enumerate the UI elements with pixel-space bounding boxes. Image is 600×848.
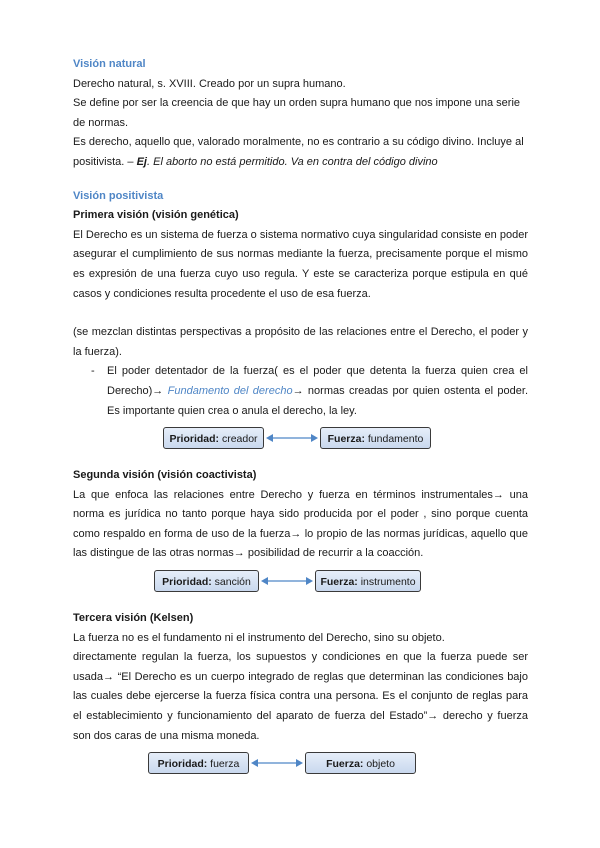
tercera-vision-line1: La fuerza no es el fundamento ni el instrumento del Derecho, sino su objeto. [73, 631, 445, 644]
vision-natural-line1: Derecho natural, s. XVIII. Creado por un supra humano. [73, 77, 346, 90]
box-value: instrumento [357, 576, 416, 589]
list-item [107, 362, 528, 421]
box-value: objeto [363, 758, 395, 771]
diagram-box-prioridad [154, 570, 259, 592]
box-label: Fuerza: [320, 576, 358, 589]
tercera-vision-paragraph: directamente regulan la fuerza, los supuestos y condiciones en que la fuerza puede ser usada→ “El Derecho es un cuerpo integrado de reglas que determinan las condiciones bajo las cuales debe ejercerse la fuerza física contra una persona. Es el conjunto de reglas para el establecimiento y funcionamiento del aparato de fuerza del Estado”→ derecho y fuerza son dos caras de una misma moneda. [73, 651, 528, 742]
box-label: Prioridad: [157, 758, 208, 771]
diagram-tercera [73, 746, 528, 782]
bullet-text-post: → normas creadas por quien ostenta el poder. Es importante quien crea o anula el derecho, la ley. [107, 384, 529, 417]
vision-natural-line3 [73, 133, 528, 172]
box-value: creador [219, 433, 258, 446]
diagram-box-fuerza [320, 427, 431, 449]
box-label: Fuerza: [326, 758, 364, 771]
heading-tercera-vision: Tercera visión (Kelsen) [73, 612, 194, 625]
box-label: Fuerza: [327, 433, 365, 446]
box-value: fuerza [207, 758, 240, 771]
diagram-segunda [73, 564, 528, 600]
diagram-primera [73, 421, 528, 457]
diagram-box-fuerza [315, 570, 421, 592]
vision-natural-line2: Se define por ser la creencia de que hay un orden supra humano que nos impone una serie de normas. [73, 97, 521, 129]
fundamento-link: Fundamento del derecho [167, 384, 293, 397]
heading-primera-vision: Primera visión (visión genética) [73, 209, 239, 222]
heading-segunda-vision: Segunda visión (visión coactivista) [73, 469, 257, 482]
box-value: fundamento [364, 433, 424, 446]
double-arrow-icon [251, 756, 303, 770]
heading-vision-positivista: Visión positivista [73, 189, 164, 202]
vision-natural-line3-text: Es derecho, aquello que, valorado moralmente, no es contrario a su código divino. Incluye al positivista. – [73, 136, 524, 168]
diagram-box-prioridad [148, 752, 249, 774]
diagram-box-fuerza [305, 752, 416, 774]
diagram-box-prioridad [163, 427, 264, 449]
primera-vision-list [73, 362, 528, 421]
double-arrow-icon [266, 431, 318, 445]
primera-vision-paragraph: El Derecho es un sistema de fuerza o sistema normativo cuya singularidad consiste en poder asegurar el cumplimiento de sus normas mediante la fuerza, precisamente porque el mismo es expresión de una fuerza cuyo uso regula. Y este se caracteriza porque estipula en qué casos y condiciones resulta procedente el uso de esa fuerza. [73, 228, 528, 300]
document-page [73, 55, 528, 782]
box-label: Prioridad: [169, 433, 220, 446]
bullet-text-pre: El poder detentador de la fuerza( es el poder que detenta la fuerza quien crea el Derecho)→ [107, 365, 528, 397]
box-value: sanción [211, 576, 251, 589]
example-text [137, 156, 438, 168]
heading-vision-natural: Visión natural [73, 58, 146, 70]
example-label: Ej [136, 155, 147, 168]
double-arrow-icon [261, 574, 313, 588]
example-body: . El aborto no está permitido. Va en contra del código divino [147, 155, 438, 168]
box-label: Prioridad: [162, 576, 212, 589]
segunda-vision-paragraph: La que enfoca las relaciones entre Derecho y fuerza en términos instrumentales→ una norma es jurídica no tanto porque haya sido producida por el poder , sino porque cuenta como respaldo en forma de uso de la fuerza→ lo propio de las normas jurídicas, aquello que las distingue de las otras normas→ posibilidad de recurrir a la coacción. [73, 488, 528, 560]
primera-vision-note: (se mezclan distintas perspectivas a propósito de las relaciones entre el Derecho, el poder y la fuerza). [73, 326, 528, 358]
